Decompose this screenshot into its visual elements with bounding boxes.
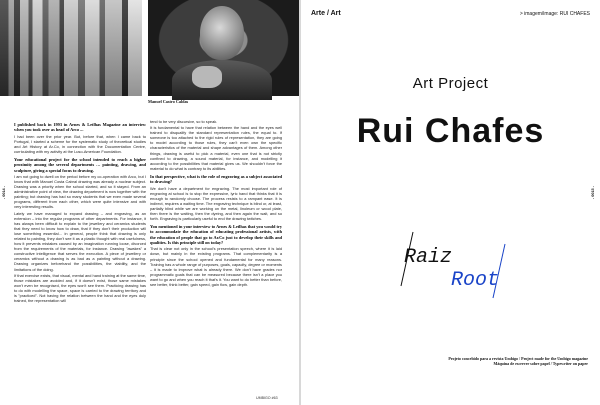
project-footnote — [448, 356, 588, 366]
footnote-line: Máquina de escrever sobre papel / Typewriter on paper — [493, 361, 588, 366]
page-number-right: - 0015 - — [591, 186, 595, 200]
interview-answer: It is fundamental to have that relation between the hand and the eyes well trained to disqualify the standard representation rules, the equal to. If someone is too attached to the rigid rules of representation, they are going to model according to those rules, they can't even own the specific characteristics of the material and shape advantages of them. Among other things, drawing is useful to pick a material, even one that is not strictly confined to drawing, a sound material, for instance, and modelling it according to the possibilities that material gives us. We shouldn't force the material to do what is contrary to its abilities. — [150, 125, 282, 171]
studio-photo — [0, 0, 142, 96]
interview-answer: I am not going to dwell on the period before my co-operation with Arco, but I know that with Manuel Costa Cabral drawing was already a nuclear subject. Drawing was a priority when the school started, and so it stayed. From an administrative point of view, the drawing department is now together with the painting; but drawing has had so many students that we even made several programs, different from each other, which were quite intensive and with very interesting results. — [14, 173, 146, 210]
portrait-shoulders — [172, 60, 272, 100]
image-credit: > imagem/image: RUI CHAFES — [519, 11, 590, 17]
interview-question: Your educational project for the school intended to reach a higher proximity among the several departments … painting, drawing, and sculpture, giving a special focus to drawing. — [14, 156, 146, 173]
kicker-title: Art Project — [412, 75, 489, 92]
footnote-line: Projeto concebido para a revista Umbigo / Project made for the Umbigo magazine — [448, 356, 588, 361]
section-label: Arte / Art — [311, 10, 341, 17]
word-raiz: Raiz — [404, 246, 453, 269]
interview-question: In that perspective, what is the role of engraving as a subject associated to drawing? — [150, 173, 282, 185]
interview-answer: Lately we have managed to expand drawing – and engraving, as an extension – into the regular programs of other departments. For instance, it has always been difficult to explain to the jewellery and ceramics students that they need to know how to draw, that if they don't their production will lose something essential… in general, people think that drawing is only related to painting, they don't see it as a plastic thought with real usefulness, how it prevents mistakes caused by an imagination running loose, divorced from the requirements of the materials, for instance. Drawing "awakes" a constructive intelligence that serves the execution. A piece of jewellery or ceramics without a drawing is as bad as a painting without a drawing. Drawing organizes beforehand the possibilities, the viability, and the limitations of the doing. — [14, 210, 146, 272]
interview-answer: I had been over the prior year. But, before that, when I came back to Portugal, I started a scheme for the systematic study of theoretical studies and Art History at Ar.Co, in connection with the Documentation Centre, curriculating with my activity at the Luso-American Foundation. — [14, 133, 146, 154]
interview-answer: tend to be very discursive, so to speak. — [150, 119, 218, 124]
text-column-2 — [150, 119, 282, 288]
photo-caption: Manuel Castro Caldas — [148, 99, 189, 104]
page-number-left: - 0014 - — [2, 186, 6, 200]
portrait-photo — [148, 0, 299, 96]
portrait-hand — [192, 66, 222, 88]
interview-answer: If that exercise exists, that visual, mental and hand training at the same time, those mistakes are avoided and, if it doesn't exist, those same mistakes won't even be recognised, the eyes won't see them. Practicing drawing has to do with modelling the space, space is carried to the drawing territory and is "practiced". Not having the relation between the hand and the eyes duly trained, the representation will — [14, 272, 146, 304]
right-page — [301, 0, 600, 405]
interview-question: You mentioned in your interview to Arnes & Letlhas that you would try to accommodate the education of educating professional artists, with the education of people that go to Ar.Co just to develop their skills and qualities. Is this principle still on today? — [150, 224, 282, 246]
interview-answer: That is clear not only in the school's presentation speech, where it is laid down, but mainly in the existing programs. That complementarity is a principle since the school opened and fundamental for many reasons. Training has a whole range of purposes, goals, capacity, degree or moments – it is made to improve what is already there. We don't have grades nor programmatic goals that can be measured because there isn't a place you want to go and when you reach it that's it. You want to do better than before, see better, think better, gain speed, gain flow, gain depth. — [150, 246, 282, 288]
left-page — [0, 0, 299, 405]
text-column-1 — [14, 119, 146, 304]
interview-question: I published back in 1993 in Arnes & Letlhas Magazine an interview when you took over as head of Arco ... — [14, 122, 146, 133]
page-folio: UMBIGO #63 — [256, 396, 278, 400]
word-root: Root — [451, 269, 500, 292]
interview-answer: We don't have a department for engraving. The most important role of engraving at school is to stop the expressive, lyric hand that thinks that it is enough to randomly choose. The process resists to a rampant ease. It is indirect, requires a waiting time. The engraving technique is blind or, at least, partially blind while we are working on the metal, linoleum or wood plate, then there is the waiting, then the dyeing, and then again the wait, and so forth. Engraving is particularly useful to end the drawing twitches. — [150, 185, 282, 222]
portrait-head — [200, 6, 244, 60]
headline: Rui Chafes — [356, 112, 545, 150]
